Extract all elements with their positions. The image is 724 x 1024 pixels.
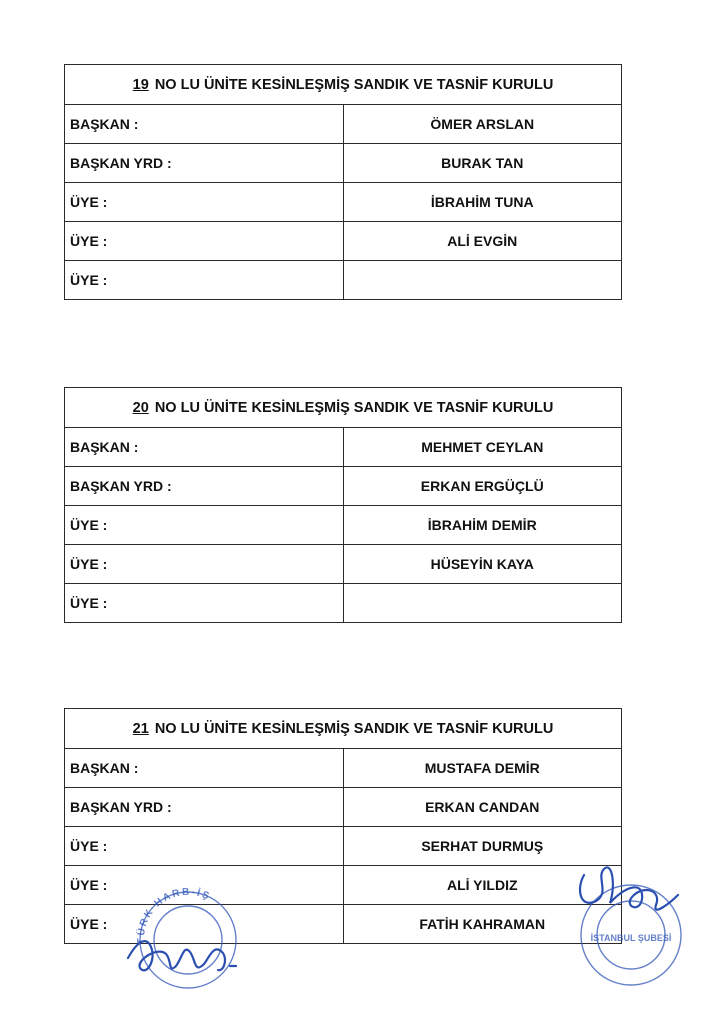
- table-row: [65, 905, 622, 944]
- committee-number: 21: [132, 720, 149, 737]
- member-name: BURAK TAN: [343, 144, 622, 183]
- table-row: [65, 506, 622, 545]
- stamp-left-text: TÜRK HARB-İŞ: [135, 886, 213, 945]
- committee-title: [65, 65, 622, 105]
- member-name: MUSTAFA DEMİR: [343, 749, 622, 788]
- member-name: ERKAN ERGÜÇLÜ: [343, 467, 622, 506]
- table-row: [65, 105, 622, 144]
- role-label: ÜYE :: [65, 222, 344, 261]
- table-row: [65, 545, 622, 584]
- role-label: ÜYE :: [65, 545, 344, 584]
- table-row: [65, 788, 622, 827]
- table-row: [65, 183, 622, 222]
- role-label: BAŞKAN :: [65, 105, 344, 144]
- table-row: [65, 827, 622, 866]
- role-label: ÜYE :: [65, 905, 344, 944]
- member-name: ERKAN CANDAN: [343, 788, 622, 827]
- member-name: ALİ YILDIZ: [343, 866, 622, 905]
- role-label: BAŞKAN YRD :: [65, 467, 344, 506]
- member-name: MEHMET CEYLAN: [343, 428, 622, 467]
- role-label: BAŞKAN YRD :: [65, 788, 344, 827]
- committee-title: [65, 388, 622, 428]
- table-row: [65, 584, 622, 623]
- role-label: ÜYE :: [65, 827, 344, 866]
- committee-header: [65, 65, 622, 105]
- member-name: FATİH KAHRAMAN: [343, 905, 622, 944]
- member-name: [343, 261, 622, 300]
- table-row: [65, 261, 622, 300]
- committee-title-text: NO LU ÜNİTE KESİNLEŞMİŞ SANDIK VE TASNİF KURULU: [154, 76, 554, 93]
- committee-header: [65, 388, 622, 428]
- committee-number: 20: [132, 399, 149, 416]
- role-label: ÜYE :: [65, 506, 344, 545]
- role-label: ÜYE :: [65, 261, 344, 300]
- table-row: [65, 222, 622, 261]
- table-row: [65, 428, 622, 467]
- table-row: [65, 144, 622, 183]
- role-label: BAŞKAN YRD :: [65, 144, 344, 183]
- role-label: ÜYE :: [65, 866, 344, 905]
- member-name: ALİ EVGİN: [343, 222, 622, 261]
- role-label: ÜYE :: [65, 183, 344, 222]
- table-row: [65, 866, 622, 905]
- table-row: [65, 467, 622, 506]
- table-row: [65, 749, 622, 788]
- committee-header: [65, 709, 622, 749]
- role-label: ÜYE :: [65, 584, 344, 623]
- committee-title-text: NO LU ÜNİTE KESİNLEŞMİŞ SANDIK VE TASNİF KURULU: [154, 720, 554, 737]
- stamp-right-text: İSTANBUL ŞUBESİ: [590, 933, 672, 943]
- member-name: SERHAT DURMUŞ: [343, 827, 622, 866]
- committee-title: [65, 709, 622, 749]
- role-label: BAŞKAN :: [65, 428, 344, 467]
- committee-title-text: NO LU ÜNİTE KESİNLEŞMİŞ SANDIK VE TASNİF KURULU: [154, 399, 554, 416]
- committee-table-20: [64, 387, 622, 623]
- role-label: BAŞKAN :: [65, 749, 344, 788]
- committee-table-19: [64, 64, 622, 300]
- member-name: [343, 584, 622, 623]
- committee-table-21: [64, 708, 622, 944]
- member-name: İBRAHİM DEMİR: [343, 506, 622, 545]
- member-name: ÖMER ARSLAN: [343, 105, 622, 144]
- committee-number: 19: [132, 76, 149, 93]
- member-name: İBRAHİM TUNA: [343, 183, 622, 222]
- signature-left: [128, 941, 236, 970]
- member-name: HÜSEYİN KAYA: [343, 545, 622, 584]
